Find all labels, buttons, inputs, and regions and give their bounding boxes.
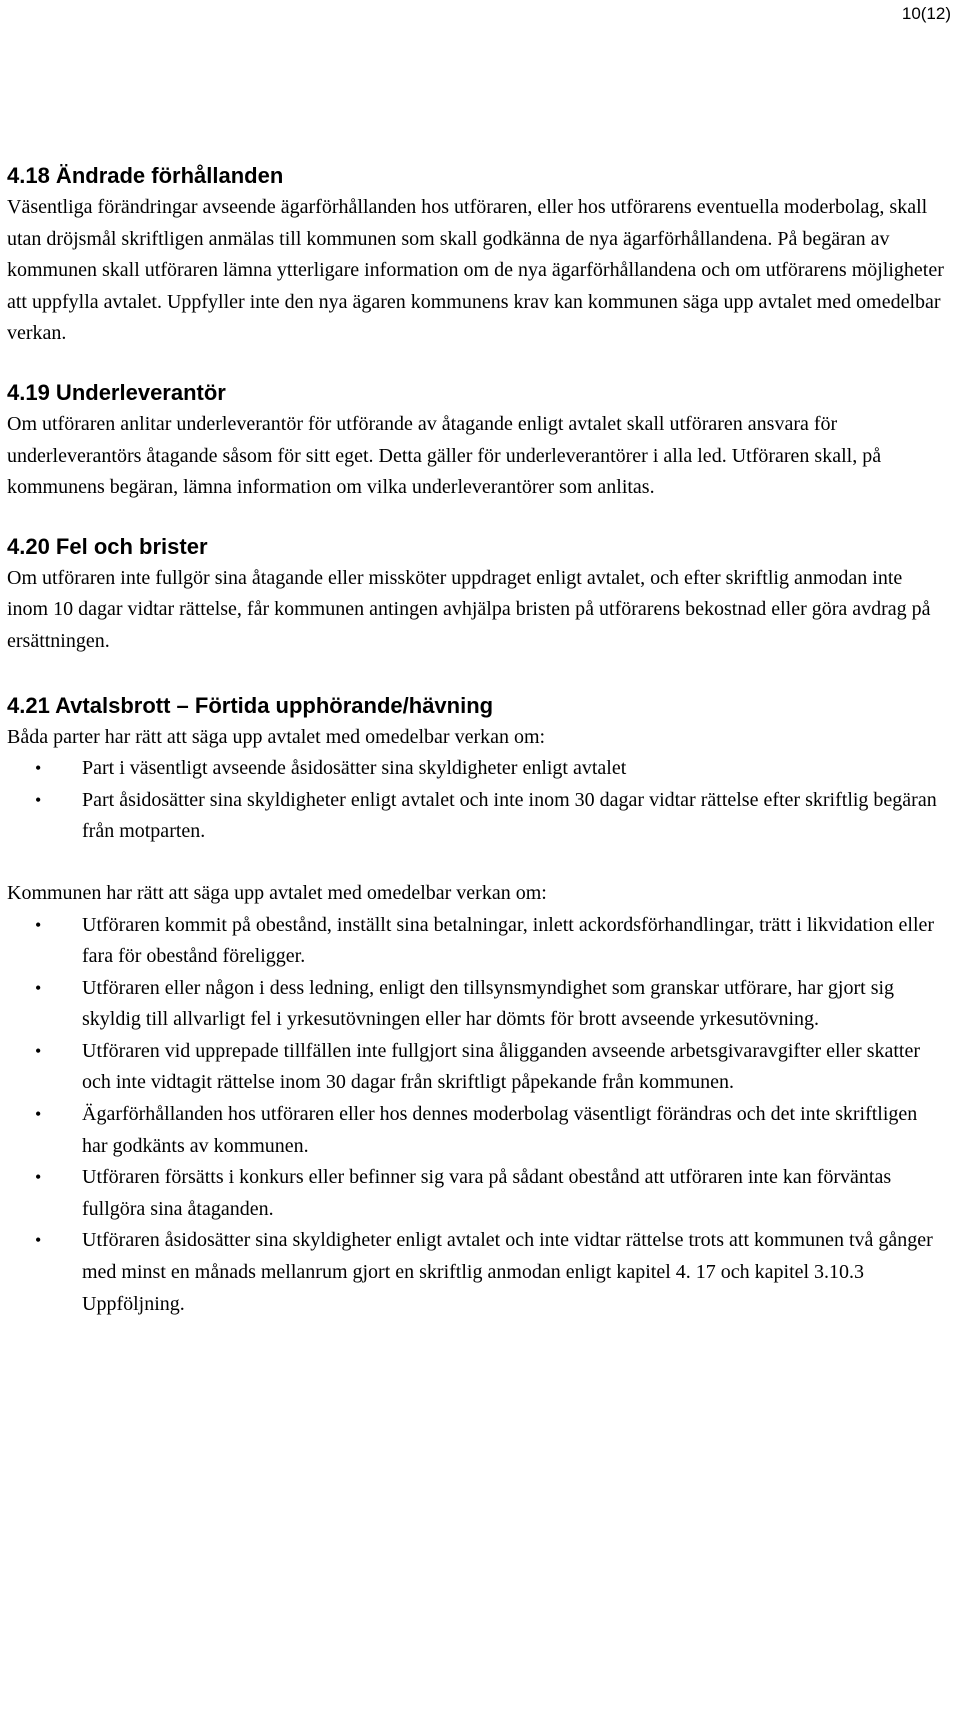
bullet-list-both-parties xyxy=(7,753,947,848)
section-paragraph: Om utföraren inte fullgör sina åtagande eller missköter uppdraget enligt avtalet, och efter skriftlig anmodan inte inom 10 dagar vidtar rättelse, får kommunen antingen avhjälpa bristen på utförarens bekostnad eller göra avdrag på ersättningen. xyxy=(7,566,931,652)
section-4-21 xyxy=(7,690,947,1321)
section-4-20 xyxy=(7,531,947,658)
list-item: • Utföraren vid upprepade tillfällen inte fullgjort sina åligganden avseende arbetsgivaravgifter eller skatter och inte vidtagit rättelse inom 30 dagar från skriftligt påpekande från kommunen. xyxy=(7,1036,947,1099)
list-item: • Utföraren åsidosätter sina skyldigheter enligt avtalet och inte vidtar rättelse trots att kommunen två gånger med minst en månads mellanrum gjort en skriftlig anmodan enligt kapitel 4. 17 och kapitel 3.10.3 Uppföljning. xyxy=(7,1225,947,1320)
section-paragraph: Om utföraren anlitar underleverantör för utförande av åtagande enligt avtalet skall utföraren ansvara för underleverantörs åtagande såsom för sitt eget. Detta gäller för underleverantörer i alla led. Utföraren skall, på kommunens begäran, lämna information om vilka underleverantörer som anlitas. xyxy=(7,412,882,499)
intro-both-parties: Båda parter har rätt att säga upp avtalet med omedelbar verkan om: xyxy=(7,725,546,748)
list-item: • Part i väsentligt avseende åsidosätter sina skyldigheter enligt avtalet xyxy=(7,753,947,785)
bullet-list-kommunen xyxy=(7,910,947,1321)
section-heading: 4.18 Ändrade förhållanden xyxy=(7,163,284,188)
section-paragraph: Väsentliga förändringar avseende ägarförhållanden hos utföraren, eller hos utförarens eventuella moderbolag, skall utan dröjsmål skriftligen anmälas till kommunen som skall godkänna de nya ägarförhållandena. På begäran av kommunen skall utföraren lämna ytterligare information om de nya ägarförhållandena och om utförarens möjligheter att uppfylla avtalet. Uppfyller inte den nya ägaren kommunens krav kan kommunen säga upp avtalet med omedelbar verkan. xyxy=(7,196,944,345)
intro-kommunen: Kommunen har rätt att säga upp avtalet med omedelbar verkan om: xyxy=(7,881,547,904)
section-heading: 4.21 Avtalsbrott – Förtida upphörande/hävning xyxy=(7,692,494,718)
section-heading: 4.19 Underleverantör xyxy=(7,379,226,405)
page-number: 10(12) xyxy=(901,4,951,23)
list-item: • Utföraren kommit på obestånd, inställt sina betalningar, inlett ackordsförhandlingar, trätt i likvidation eller fara för obestånd föreligger. xyxy=(7,910,947,973)
list-item: • Utföraren eller någon i dess ledning, enligt den tillsynsmyndighet som granskar utförare, har gjort sig skyldig till allvarligt fel i yrkesutövningen eller har dömts för brott avseende yrkesutövning. xyxy=(7,973,947,1036)
document-body xyxy=(7,160,947,1320)
list-item: • Ägarförhållanden hos utföraren eller hos dennes moderbolag väsentligt förändras och det inte skriftligen har godkänts av kommunen. xyxy=(7,1099,947,1162)
section-4-18 xyxy=(7,160,947,350)
section-heading: 4.20 Fel och brister xyxy=(7,533,208,559)
section-4-19 xyxy=(7,377,947,504)
list-item: • Part åsidosätter sina skyldigheter enligt avtalet och inte inom 30 dagar vidtar rättelse efter skriftlig begäran från motparten. xyxy=(7,785,947,848)
list-item: • Utföraren försätts i konkurs eller befinner sig vara på sådant obestånd att utföraren inte kan förväntas fullgöra sina åtaganden. xyxy=(7,1162,947,1225)
